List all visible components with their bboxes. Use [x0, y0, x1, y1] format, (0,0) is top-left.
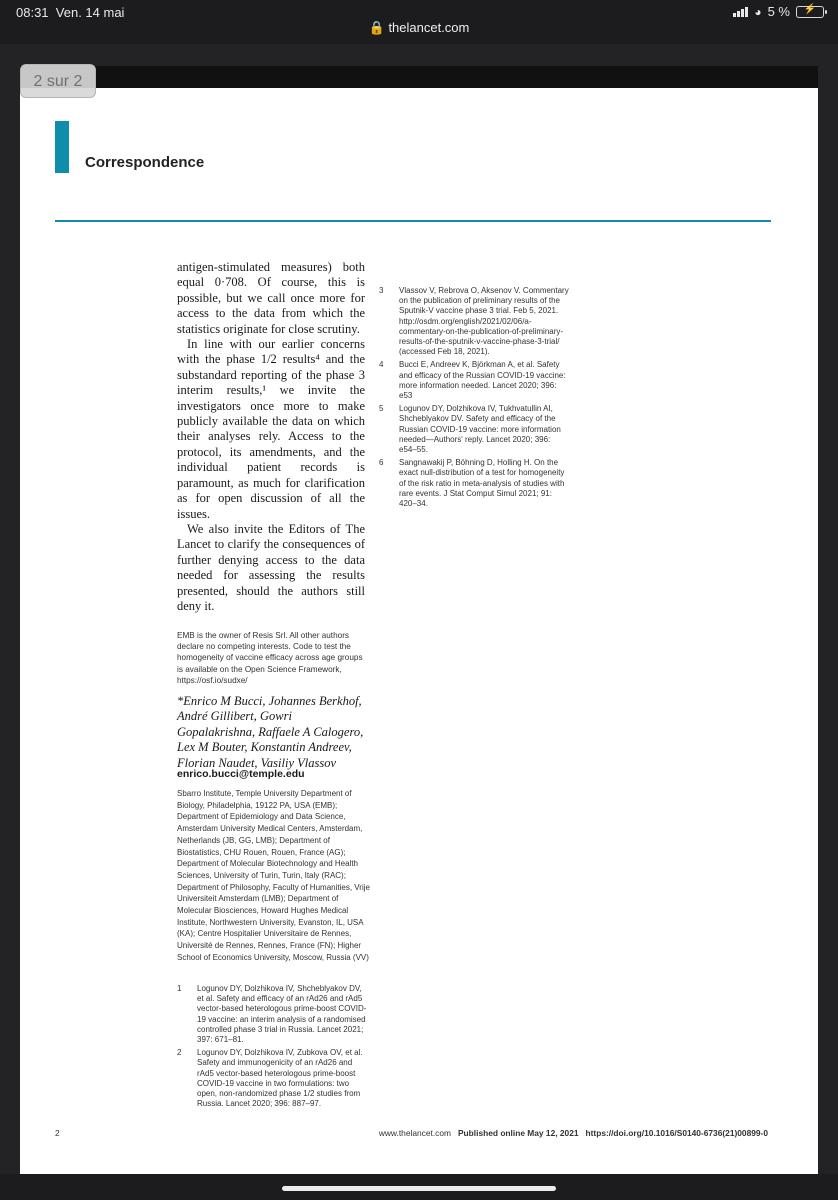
body-paragraph: We also invite the Editors of The Lancet to clarify the consequences of further denying access to the data needed for assessing the results presented, should the authors still deny it.	[177, 521, 365, 613]
status-date: Ven. 14 mai	[55, 5, 125, 20]
battery-icon	[796, 3, 824, 18]
cellular-signal-icon	[733, 7, 748, 17]
reference-text: Logunov DY, Dolzhikova IV, Tukhvatullin AI, Shcheblyakov DV. Safety and efficacy of the Russian COVID-19 vaccine: more information needed—Authors' reply. Lancet 2020; 396: e54–55.	[399, 404, 561, 455]
author-list: *Enrico M Bucci, Johannes Berkhof, André Gillibert, Gowri Gopalakrishna, Raffaele A Calogero, Lex M Bouter, Konstantin Andreev, Florian Naudet, Vasiliy Vlassov	[177, 694, 364, 770]
reference-item	[379, 360, 569, 401]
reference-item	[379, 404, 569, 455]
section-title: Correspondence	[85, 154, 205, 171]
reference-number: 5	[379, 404, 384, 414]
body-paragraph: In line with our earlier concerns with the phase 1/2 results⁴ and the substandard reporting of the phase 3 interim results,¹ we invite the investigators once more to make publicly available the data on which their analyses rely. Access to the protocol, its amendments, and the individual patient records is paramount, as much for clarification as for open discussion of all the issues.	[177, 337, 365, 521]
section-rule	[55, 220, 771, 222]
lock-icon: 🔒	[368, 20, 385, 35]
references-left	[177, 984, 367, 1112]
footer-page-number: 2	[55, 1128, 60, 1138]
pdf-page[interactable]	[20, 66, 818, 1174]
footer-doi[interactable]: https://doi.org/10.1016/S0140-6736(21)00899-0	[585, 1128, 768, 1138]
address-bar[interactable]	[0, 20, 838, 36]
reference-text: Logunov DY, Dolzhikova IV, Shcheblyakov DV, et al. Safety and efficacy of an rAd26 and rAd5 vector-based heterologous prime-boost COVID-19 vaccine: an interim analysis of a randomised controlled phase 3 trial in Russia. Lancet 2021; 397: 671–81.	[197, 984, 367, 1045]
reference-number: 6	[379, 458, 384, 468]
home-indicator[interactable]	[282, 1186, 556, 1191]
footer-info	[379, 1128, 768, 1138]
footer-published: Published online May 12, 2021	[457, 1128, 579, 1138]
section-marker	[55, 121, 69, 173]
charging-icon: ⚡	[803, 3, 817, 15]
reference-text: Sangnawakij P, Böhning D, Holling H. On the exact null-distribution of a test for homogeneity of the risk ratio in meta-analysis of studies with rare events. J Stat Comput Simul 2021; 91: 420–34.	[399, 458, 565, 509]
reference-item	[379, 286, 569, 357]
reference-number: 3	[379, 286, 384, 295]
reference-number: 2	[177, 1048, 182, 1058]
reference-number: 1	[177, 984, 182, 993]
battery-percent: 5 %	[767, 4, 790, 19]
author-email[interactable]: enrico.bucci@temple.edu	[177, 768, 305, 780]
competing-interests: EMB is the owner of Resis Srl. All other authors declare no competing interests. Code to test the homogeneity of vaccine efficacy across age groups is available on the Open Science Framework, https://osf.io/sudxe/	[177, 631, 363, 685]
reference-item	[177, 984, 367, 1045]
reference-number: 4	[379, 360, 384, 370]
letter-body	[177, 260, 365, 614]
reference-item	[379, 458, 569, 509]
url-text: thelancet.com	[388, 20, 470, 35]
pdf-viewer[interactable]	[0, 44, 838, 1174]
reference-text: Bucci E, Andreev K, Björkman A, et al. Safety and efficacy of the Russian COVID-19 vaccine: more information needed. Lancet 2020; 396: e53	[399, 360, 566, 401]
body-paragraph: antigen-stimulated measures) both equal 0·708. Of course, this is possible, but we call once more for access to the data from which the statistics originate for close scrutiny.	[177, 260, 365, 336]
page-indicator: 2 sur 2	[20, 64, 96, 98]
affiliations: Sbarro Institute, Temple University Department of Biology, Philadelphia, 19122 PA, USA (EMB); Department of Epidemiology and Data Science, Amsterdam University Medical Centers, Amsterdam, Netherlands (JB, GG, LMB); Department of Biostatistics, CHU Rouen, Rouen, France (AG); Department of Molecular Biotechnology and Health Sciences, University of Turin, Turin, Italy (RAC); Department of Philosophy, Faculty of Humanities, Vrije Universiteit Amsterdam (LMB); Department of Molecular Biosciences, Howard Hughes Medical Institute, Northwestern University, Evanston, IL, USA (KA); Centre Hospitalier Universitaire de Rennes, Université de Rennes, Rennes, France (FN); Higher School of Economics University, Moscow, Russia (VV)	[177, 789, 370, 962]
reference-text: Vlassov V, Rebrova O, Aksenov V. Commentary on the publication of preliminary results of the Sputnik-V vaccine phase 3 trial. Feb 5, 2021. http://osdm.org/english/2021/02/06/a-commentary-on-the-publication-of-preliminary-results-of-the-sputnik-v-vaccine-phase-3-trial/ (accessed Feb 18, 2021).	[399, 286, 569, 357]
page-top-bar	[20, 66, 818, 88]
references-right	[379, 286, 569, 512]
footer-site[interactable]: www.thelancet.com	[378, 1128, 451, 1138]
status-time: 08:31 Ven. 14 mai	[16, 5, 125, 20]
status-bar	[0, 0, 838, 44]
reference-item	[177, 1048, 367, 1109]
reference-text: Logunov DY, Dolzhikova IV, Zubkova OV, et al. Safety and immunogenicity of an rAd26 and rAd5 vector-based heterologous prime-boost COVID-19 vaccine in two formulations: two open, non-randomized phase 1/2 studies from Russia. Lancet 2020; 396: 887–97.	[197, 1048, 363, 1109]
wifi-icon: ◕	[754, 4, 762, 19]
status-icons	[733, 4, 824, 19]
